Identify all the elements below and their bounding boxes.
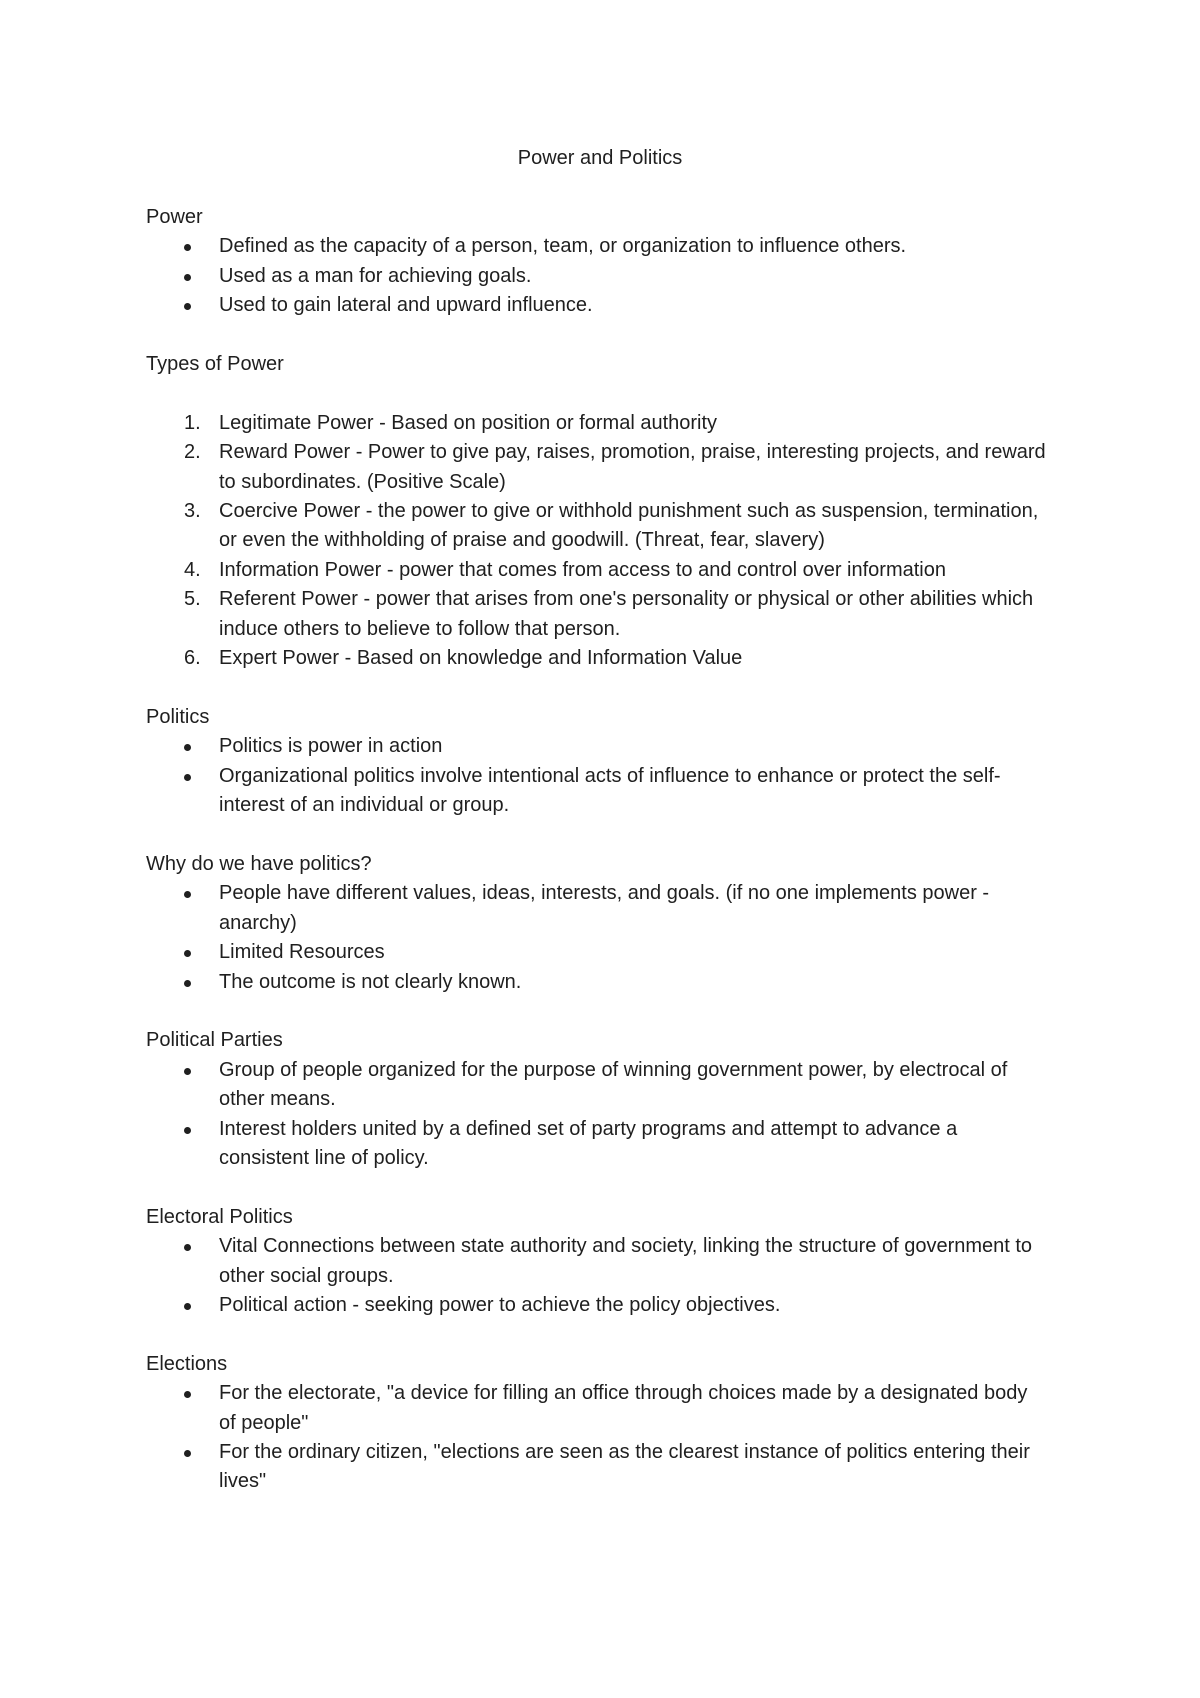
list-item: Politics is power in action (146, 732, 1046, 761)
why-politics-list (146, 879, 1046, 997)
list-number: 2. (184, 441, 201, 464)
list-item-text: Information Power - power that comes from access to and control over information (219, 558, 946, 581)
list-item: Group of people organized for the purpose of winning government power, by electrocal of other means. (146, 1056, 1046, 1115)
spacer (146, 820, 1046, 849)
list-item (146, 497, 1046, 556)
spacer (146, 1320, 1046, 1349)
list-item: For the electorate, "a device for filling an office through choices made by a designated body of people" (146, 1379, 1046, 1438)
list-item: Used as a man for achieving goals. (146, 262, 1046, 291)
section-heading-elections: Elections (146, 1352, 228, 1375)
section-heading-political-parties: Political Parties (146, 1029, 283, 1052)
spacer (146, 1173, 1046, 1202)
list-item (146, 409, 1046, 438)
list-number: 6. (184, 647, 201, 670)
list-item-text: Legitimate Power - Based on position or formal authority (219, 411, 718, 434)
spacer (146, 379, 1046, 408)
list-item: Defined as the capacity of a person, team, or organization to influence others. (146, 232, 1046, 261)
section-heading-why-politics: Why do we have politics? (146, 852, 372, 875)
list-number: 3. (184, 500, 201, 523)
list-item: Used to gain lateral and upward influence. (146, 291, 1046, 320)
list-number: 4. (184, 558, 201, 581)
electoral-politics-list (146, 1232, 1046, 1320)
list-number: 1. (184, 411, 201, 434)
list-item (146, 644, 1046, 673)
list-item: Organizational politics involve intentional acts of influence to enhance or protect the self-interest of an individual or group. (146, 762, 1046, 821)
elections-list (146, 1379, 1046, 1497)
list-item-text: Reward Power - Power to give pay, raises, promotion, praise, interesting projects, and reward to subordinates. (Positive Scale) (219, 441, 1046, 493)
list-item: For the ordinary citizen, "elections are seen as the clearest instance of politics entering their lives" (146, 1438, 1046, 1497)
list-item: Limited Resources (146, 938, 1046, 967)
document-body (146, 203, 1046, 1497)
list-item (146, 556, 1046, 585)
list-item-text: Expert Power - Based on knowledge and Information Value (219, 647, 743, 670)
list-item: Political action - seeking power to achieve the policy objectives. (146, 1291, 1046, 1320)
politics-list (146, 732, 1046, 820)
page-title: Power and Politics (517, 147, 683, 169)
list-item (146, 438, 1046, 497)
political-parties-list (146, 1056, 1046, 1174)
list-number: 5. (184, 588, 201, 611)
power-list (146, 232, 1046, 320)
section-heading-politics: Politics (146, 705, 210, 728)
spacer (146, 997, 1046, 1026)
spacer (146, 321, 1046, 350)
list-item: Interest holders united by a defined set of party programs and attempt to advance a consistent line of policy. (146, 1115, 1046, 1174)
list-item (146, 585, 1046, 644)
section-heading-types-of-power: Types of Power (146, 353, 284, 376)
list-item: The outcome is not clearly known. (146, 968, 1046, 997)
types-of-power-list (146, 409, 1046, 674)
section-heading-electoral-politics: Electoral Politics (146, 1205, 293, 1228)
list-item: People have different values, ideas, interests, and goals. (if no one implements power - anarchy) (146, 879, 1046, 938)
list-item: Vital Connections between state authority and society, linking the structure of government to other social groups. (146, 1232, 1046, 1291)
list-item-text: Referent Power - power that arises from one's personality or physical or other abilities which induce others to believe to follow that person. (219, 588, 1034, 640)
section-heading-power: Power (146, 206, 203, 228)
spacer (146, 673, 1046, 702)
list-item-text: Coercive Power - the power to give or withhold punishment such as suspension, termination, or even the withholding of praise and goodwill. (Threat, fear, slavery) (219, 500, 1039, 552)
